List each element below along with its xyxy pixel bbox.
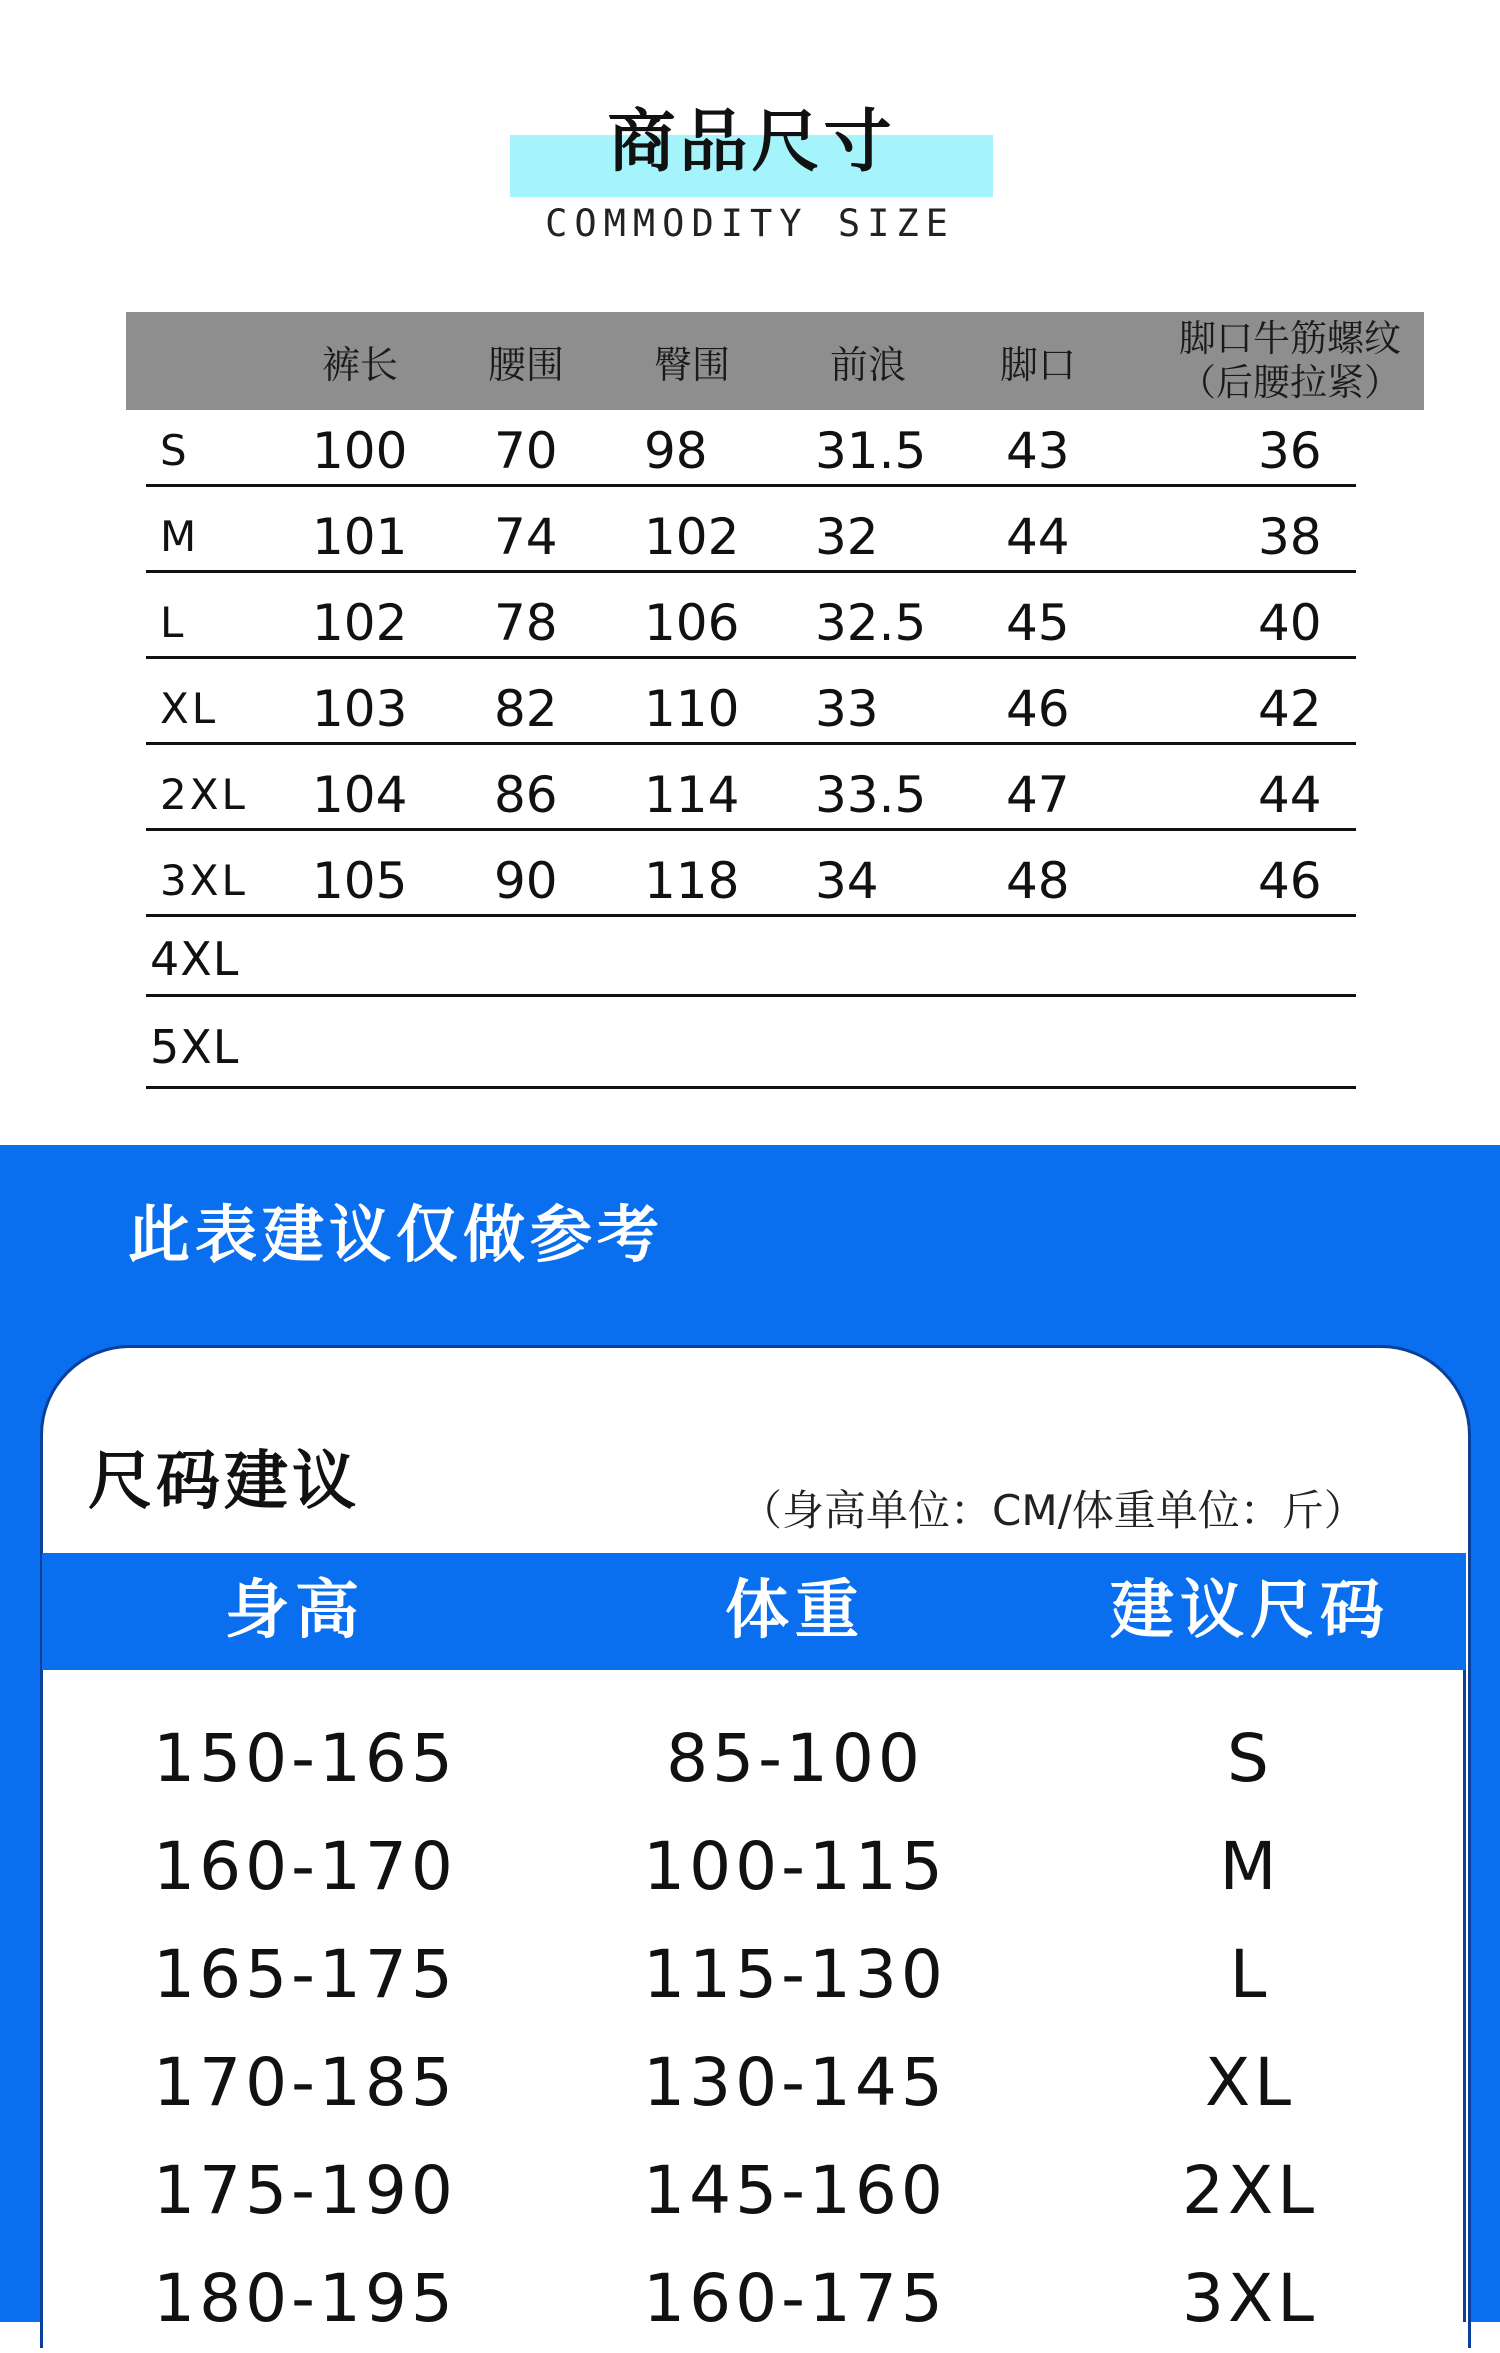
size-label: S	[160, 426, 190, 475]
table-cell: 90	[494, 852, 558, 910]
row-divider	[146, 828, 1356, 831]
table-cell: 40	[1258, 594, 1322, 652]
height-range: 175-190	[153, 2152, 457, 2229]
page-subtitle: COMMODITY SIZE	[545, 202, 955, 245]
list-item	[0, 1705, 1500, 1813]
table-cell: 105	[312, 852, 408, 910]
table-cell: 110	[644, 680, 740, 738]
recommended-size: 3XL	[1182, 2260, 1318, 2337]
table-cell: 86	[494, 766, 558, 824]
row-divider	[146, 742, 1356, 745]
table-row	[0, 494, 1500, 580]
height-range: 180-195	[153, 2260, 457, 2337]
table-cell: 104	[312, 766, 408, 824]
table-cell: 70	[494, 422, 558, 480]
table-cell: 33	[815, 680, 879, 738]
table-cell: 82	[494, 680, 558, 738]
table-row	[0, 924, 1500, 1010]
table-cell: 36	[1258, 422, 1322, 480]
advice-header-size: 建议尺码	[1110, 1574, 1390, 1648]
table-cell: 103	[312, 680, 408, 738]
header-front-rise: 前浪	[829, 342, 906, 387]
height-range: 150-165	[153, 1720, 457, 1797]
table-cell: 46	[1006, 680, 1070, 738]
header-length: 裤长	[321, 342, 398, 387]
row-divider	[146, 994, 1356, 997]
table-cell: 106	[644, 594, 740, 652]
table-cell: 100	[312, 422, 408, 480]
size-label: 5XL	[150, 1020, 240, 1074]
header-waist: 腰围	[487, 342, 564, 387]
row-divider	[146, 1086, 1356, 1089]
reference-note: 此表建议仅做参考	[128, 1198, 665, 1271]
table-cell: 102	[644, 508, 740, 566]
list-item	[0, 2137, 1500, 2245]
page-title: 商品尺寸	[607, 103, 896, 182]
size-label: M	[160, 512, 200, 561]
header-cuff-rib-line1: 脚口牛筋螺纹	[1179, 317, 1401, 360]
size-label: 2XL	[160, 770, 248, 819]
weight-range: 160-175	[643, 2260, 947, 2337]
row-divider	[146, 484, 1356, 487]
header-cuff-rib	[1150, 312, 1430, 410]
table-cell: 33.5	[815, 766, 927, 824]
table-cell: 102	[312, 594, 408, 652]
recommended-size: S	[1227, 1720, 1273, 1797]
list-item	[0, 2245, 1500, 2353]
height-range: 160-170	[153, 1828, 457, 1905]
height-range: 165-175	[153, 1936, 457, 2013]
size-label: 4XL	[150, 932, 240, 986]
table-cell: 38	[1258, 508, 1322, 566]
size-label: L	[160, 598, 187, 647]
header-cuff-rib-line2: （后腰拉紧）	[1179, 361, 1401, 404]
table-cell: 31.5	[815, 422, 927, 480]
list-item	[0, 1813, 1500, 1921]
table-cell: 78	[494, 594, 558, 652]
row-divider	[146, 570, 1356, 573]
table-cell: 74	[494, 508, 558, 566]
table-cell: 44	[1258, 766, 1322, 824]
recommended-size: M	[1219, 1828, 1281, 1905]
row-divider	[146, 914, 1356, 917]
recommended-size: 2XL	[1182, 2152, 1318, 2229]
table-cell: 48	[1006, 852, 1070, 910]
header-leg-opening: 脚口	[999, 342, 1076, 387]
unit-note: （身高单位：CM/体重单位：斤）	[740, 1486, 1366, 1535]
header-hip: 臀围	[653, 342, 730, 387]
list-item	[0, 1921, 1500, 2029]
table-row	[0, 580, 1500, 666]
table-row	[0, 838, 1500, 924]
table-row	[0, 752, 1500, 838]
advice-header-height: 身高	[225, 1574, 365, 1648]
weight-range: 145-160	[643, 2152, 947, 2229]
table-cell: 32	[815, 508, 879, 566]
table-cell: 34	[815, 852, 879, 910]
recommended-size: XL	[1205, 2044, 1295, 2121]
weight-range: 85-100	[666, 1720, 924, 1797]
row-divider	[146, 656, 1356, 659]
table-row	[0, 408, 1500, 494]
table-cell: 42	[1258, 680, 1322, 738]
advice-header-weight: 体重	[725, 1574, 865, 1648]
weight-range: 115-130	[643, 1936, 947, 2013]
table-cell: 45	[1006, 594, 1070, 652]
advice-title: 尺码建议	[88, 1445, 360, 1519]
table-cell: 118	[644, 852, 740, 910]
size-label: 3XL	[160, 856, 248, 905]
list-item	[0, 2029, 1500, 2137]
table-cell: 44	[1006, 508, 1070, 566]
weight-range: 130-145	[643, 2044, 947, 2121]
table-row	[0, 666, 1500, 752]
recommended-size: L	[1229, 1936, 1271, 2013]
table-cell: 46	[1258, 852, 1322, 910]
weight-range: 100-115	[643, 1828, 947, 1905]
height-range: 170-185	[153, 2044, 457, 2121]
size-label: XL	[160, 684, 219, 733]
table-cell: 32.5	[815, 594, 927, 652]
table-cell: 43	[1006, 422, 1070, 480]
table-cell: 114	[644, 766, 740, 824]
table-cell: 101	[312, 508, 408, 566]
table-cell: 47	[1006, 766, 1070, 824]
table-cell: 98	[644, 422, 708, 480]
